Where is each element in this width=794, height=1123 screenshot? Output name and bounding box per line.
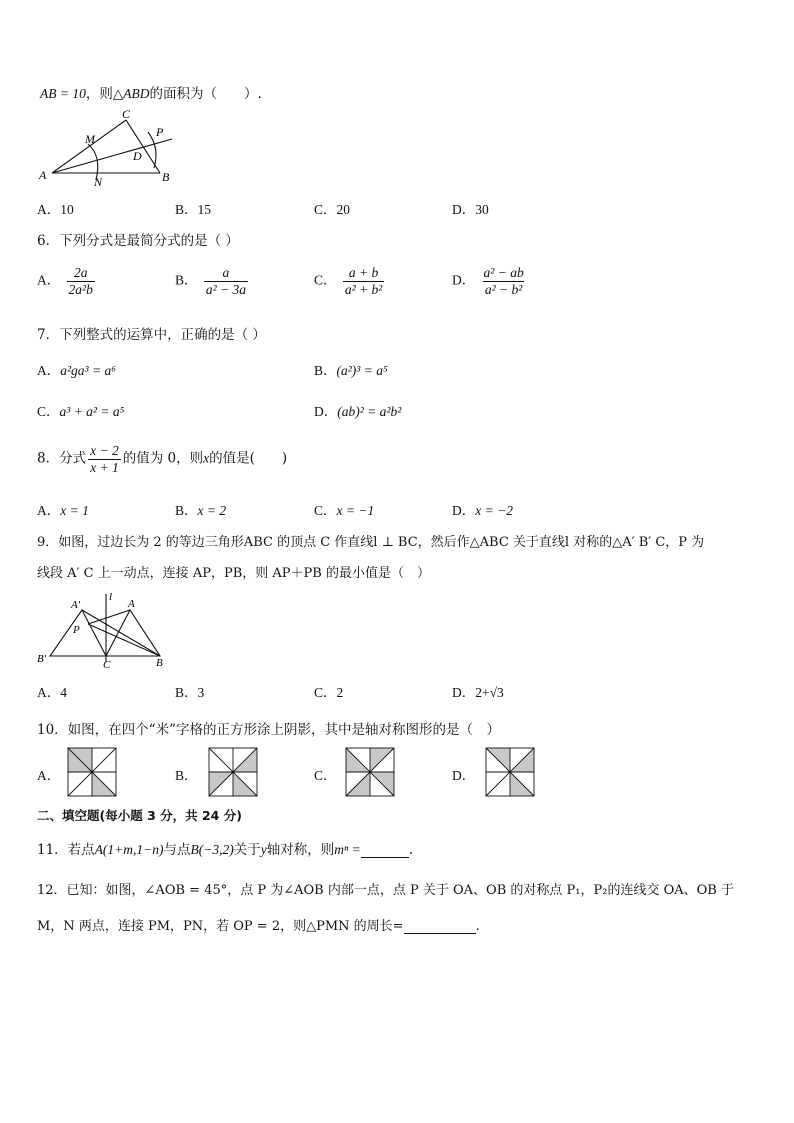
q9-label-b: B [156, 657, 163, 669]
q5-option-d: D．30 [452, 202, 489, 217]
q5-label-a: A [39, 168, 47, 182]
q9-option-c: C．2 [314, 685, 344, 700]
q10-option-b-label: B． [175, 768, 198, 783]
q6-option-c: C． $\frac{a + b}{\text{a² + b²}}$ [314, 265, 383, 297]
q9-stem-line2: 线段 A′ C 上一动点，连接 AP，PB，则 AP＋PB 的最小值是（ ） [37, 566, 430, 581]
q10-option-c-grid [344, 746, 396, 798]
q9-label-b1: B′ [37, 653, 47, 665]
q7-option-b: B．(a²)³ = a⁵ [314, 363, 388, 378]
q6-stem: 6．下列分式是最简分式的是（ ） [37, 233, 239, 249]
q5-abd: ABD [123, 86, 150, 101]
section-fill-in-title: 二、填空题(每小题 3 分，共 24 分) [37, 808, 242, 823]
q5-figure [36, 108, 186, 190]
q9-label-a1: A′ [71, 599, 81, 611]
q5-option-b: B．15 [175, 202, 212, 217]
q5-segment-ac [52, 120, 126, 173]
q9-option-d: D．2+√3 [452, 685, 504, 700]
q12-stem-line2: M，N 两点，连接 PM，PN，若 OP = 2，则△PMN 的周长= . [37, 919, 480, 934]
q5-label-d: D [133, 149, 142, 163]
q5-label-b: B [162, 170, 170, 184]
q5-label-c: C [122, 108, 131, 121]
q6-option-d: D． $\frac{\text{a² − ab}}{\text{a² − b²}}$ [452, 265, 524, 297]
q11-answer-blank[interactable] [361, 841, 409, 858]
q9-label-c: C [103, 659, 111, 670]
q7-option-c: C．a³ + a² = a⁵ [37, 404, 125, 419]
q5-stem: AB = 10，则△ABD的面积为（ ）. [40, 86, 262, 102]
q8-stem: 8．分式 $\frac{x - 2}{x + 1}$ 的值为 0，则x的值是( ) [37, 443, 288, 475]
q12-answer-blank[interactable] [404, 918, 476, 934]
q9-stem-line1: 9．如图，过边长为 2 的等边三角形ABC 的顶点 C 作直线l ⊥ BC，然后作△ABC 关于直线l 对称的△A′ B′ C，P 为 [37, 535, 705, 550]
q8-option-b: B．x = 2 [175, 503, 227, 518]
q9-label-a: A [128, 598, 135, 610]
q11-stem: 11．若点A(1+m,1−n)与点B(−3,2)关于y轴对称，则mⁿ = . [37, 842, 414, 858]
q8-option-a: A．x = 1 [37, 503, 89, 518]
q7-stem: 7．下列整式的运算中，正确的是（ ） [37, 327, 266, 343]
q5-option-c: C．20 [314, 202, 351, 217]
q10-option-a-label: A． [37, 768, 61, 783]
q7-option-d: D．(ab)² = a²b² [314, 404, 402, 419]
q10-option-d-grid [484, 746, 536, 798]
q10-stem: 10．如图，在四个“米”字格的正方形涂上阴影，其中是轴对称图形的是（ ） [37, 722, 500, 738]
q8-option-d: D．x = −2 [452, 503, 513, 518]
q5-label-m: M [85, 132, 95, 146]
q10-option-d-label: D． [452, 768, 476, 783]
q12-stem-line1: 12．已知：如图，∠AOB = 45°，点 P 为∠AOB 内部一点，点 P 关于 OA、OB 的对称点 P₁，P₂的连线交 OA、OB 于 [37, 883, 734, 898]
q9-figure [36, 590, 172, 670]
q9-option-a: A．4 [37, 685, 67, 700]
q6-option-b: B． $\frac{a}{\text{a² − 3a}}$ [175, 265, 246, 297]
q8-option-c: C．x = −1 [314, 503, 375, 518]
q5-ab: AB [40, 86, 57, 101]
q6-option-a: A． $\frac{2a}{\text{2a²b}}$ [37, 265, 93, 297]
q9-triangle-abc [106, 610, 160, 656]
q5-arc-p [148, 132, 156, 168]
q9-option-b: B．3 [175, 685, 205, 700]
q10-option-a-grid [66, 746, 118, 798]
q9-label-p: P [73, 624, 80, 636]
q10-option-c-label: C． [314, 768, 337, 783]
q5-label-p: P [156, 125, 164, 139]
q7-option-a: A．a²ga³ = a⁶ [37, 363, 116, 378]
q9-label-l: l [109, 591, 113, 603]
q5-label-n: N [94, 175, 103, 189]
q10-option-b-grid [207, 746, 259, 798]
q5-option-a: A．10 [37, 202, 74, 217]
